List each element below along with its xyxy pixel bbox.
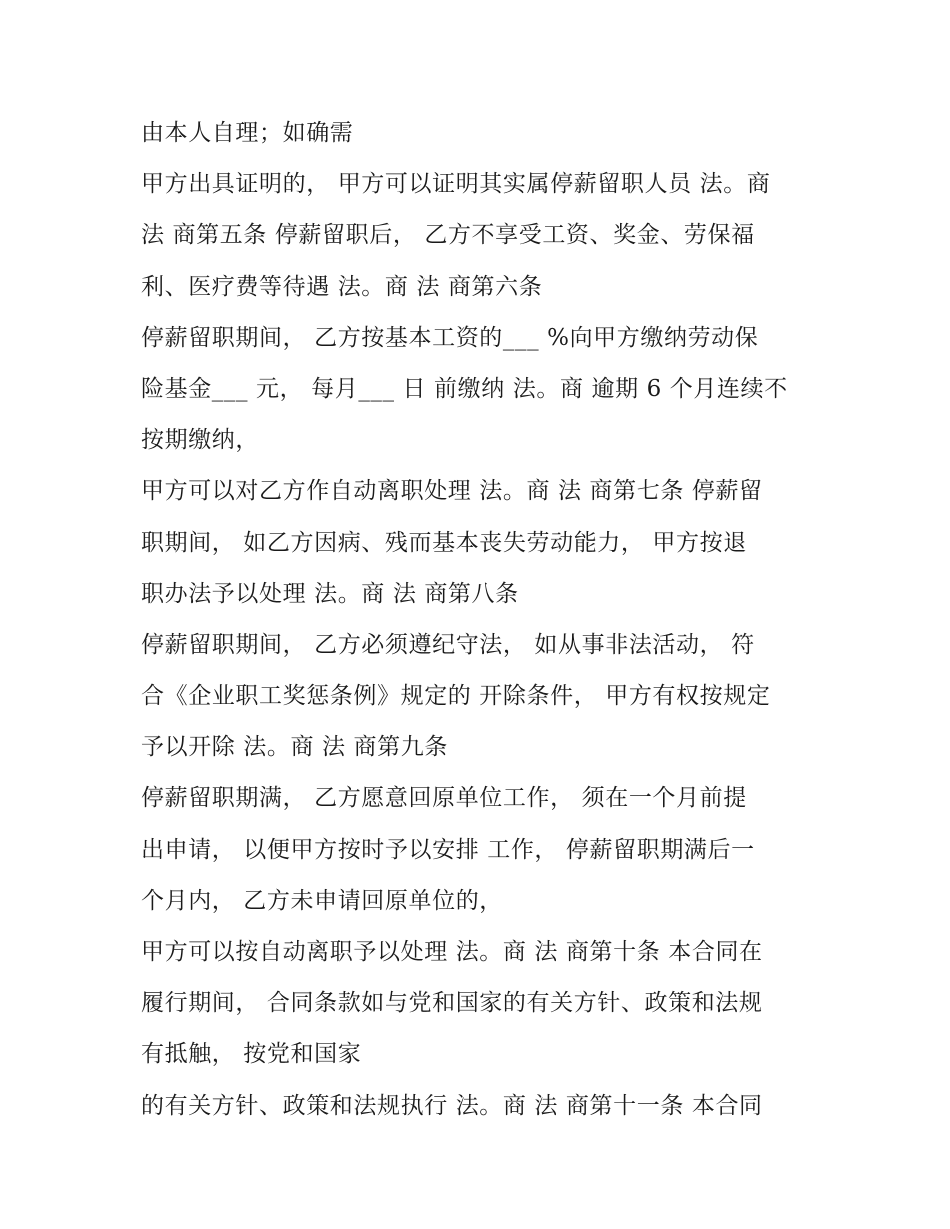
text-line: 职办法予以处理 法。商 法 商第八条 (141, 580, 519, 607)
text-line: 履行期间， 合同条款如与党和国家的有关方针、政策和法规 (141, 990, 763, 1017)
text-line: 利、医疗费等待遇 法。商 法 商第六条 (141, 273, 543, 300)
text-line: 停薪留职期满， 乙方愿意回原单位工作， 须在一个月前提 (141, 785, 747, 812)
document-body (141, 108, 821, 1132)
text-line: 由本人自理；如确需 (141, 120, 354, 146)
text-line: 法 商第五条 停薪留职后， 乙方不享受工资、奖金、劳保福 (141, 222, 755, 249)
text-line: 停薪留职期间， 乙方按基本工资的___ %向甲方缴纳劳动保 (141, 324, 759, 351)
text-line: 停薪留职期间， 乙方必须遵纪守法， 如从事非法活动， 符 (141, 631, 755, 658)
text-line: 险基金___ 元， 每月___ 日 前缴纳 法。商 逾期 6 个月连续不 (141, 375, 788, 402)
text-line: 予以开除 法。商 法 商第九条 (141, 734, 448, 761)
text-line: 个月内， 乙方未申请回原单位的， (141, 887, 503, 914)
text-line: 按期缴纳， (141, 427, 259, 454)
text-line: 有抵触， 按党和国家 (141, 1041, 362, 1068)
text-line: 甲方可以按自动离职予以处理 法。商 法 商第十条 本合同在 (141, 939, 763, 965)
text-line: 的有关方针、政策和法规执行 法。商 法 商第十一条 本合同 (141, 1092, 763, 1119)
text-line: 甲方出具证明的， 甲方可以证明其实属停薪留职人员 法。商 (141, 171, 771, 198)
text-line: 职期间， 如乙方因病、残而基本丧失劳动能力， 甲方按退 (141, 529, 747, 556)
text-line: 出申请， 以便甲方按时予以安排 工作， 停薪留职期满后一 (141, 836, 755, 863)
text-line: 合《企业职工奖惩条例》规定的 开除条件， 甲方有权按规定 (141, 683, 771, 710)
text-line: 甲方可以对乙方作自动离职处理 法。商 法 商第七条 停薪留 (141, 478, 763, 505)
